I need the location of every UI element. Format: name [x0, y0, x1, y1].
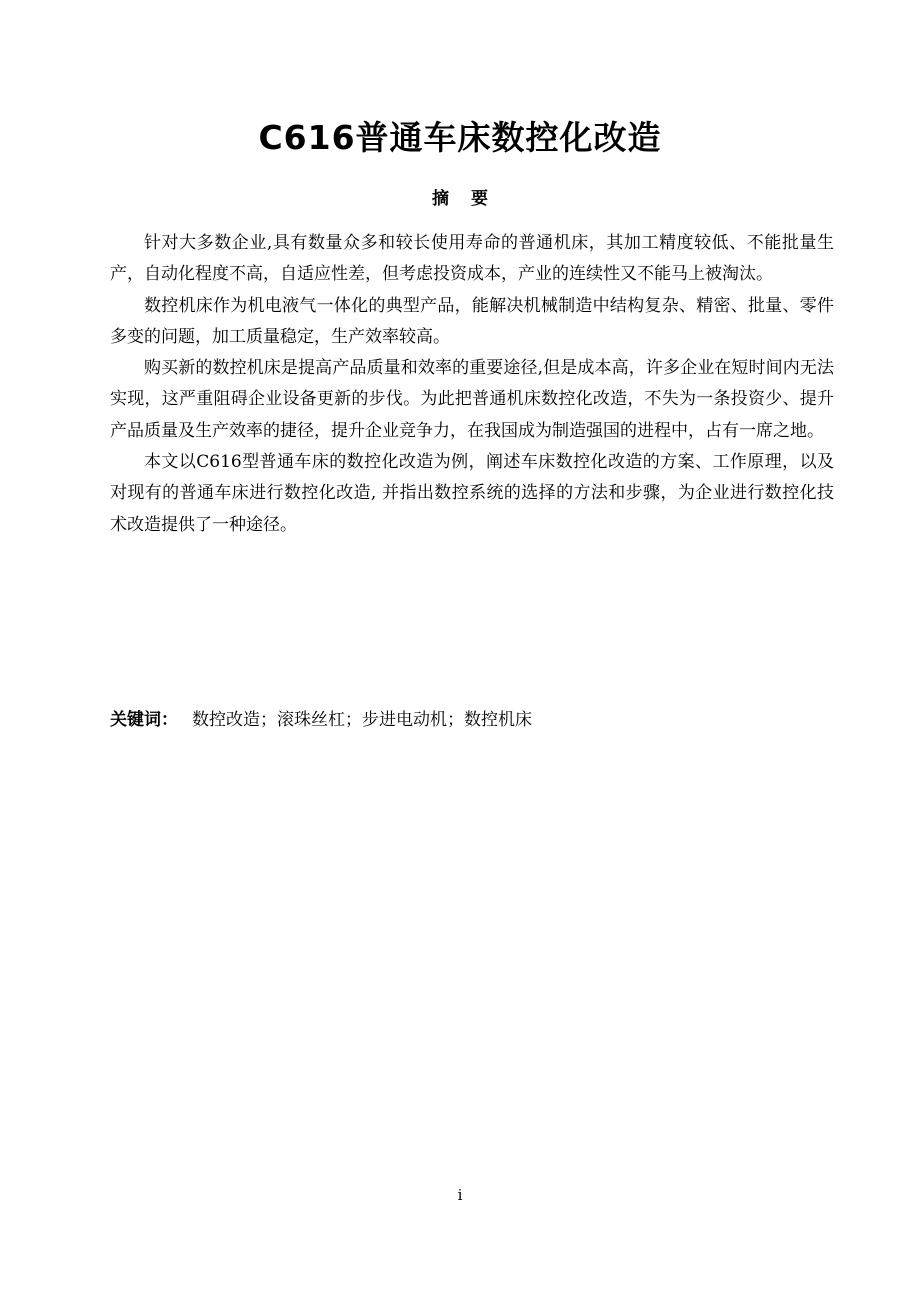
keywords-line	[110, 705, 532, 730]
document-title: C616普通车床数控化改造	[258, 118, 662, 157]
abstract-paragraph-1: 针对大多数企业,具有数量众多和较长使用寿命的普通机床，其加工精度较低、不能批量生产，自动化程度不高，自适应性差，但考虑投资成本，产业的连续性又不能马上被淘汰。	[110, 233, 834, 285]
page-number: i	[457, 1186, 463, 1204]
abstract-heading: 摘要	[432, 189, 510, 209]
abstract-paragraph-2: 数控机床作为机电液气一体化的典型产品，能解决机械制造中结构复杂、精密、批量、零件多变的问题，加工质量稳定，生产效率较高。	[110, 295, 834, 347]
abstract-paragraph-4: 本文以C616型普通车床的数控化改造为例，阐述车床数控化改造的方案、工作原理，以及对现有的普通车床进行数控化改造, 并指出数控系统的选择的方法和步骤，为企业进行数控化技术改造提供了一种途径。	[110, 452, 834, 535]
abstract-paragraph-3: 购买新的数控机床是提高产品质量和效率的重要途径,但是成本高，许多企业在短时间内无法实现，这严重阻碍企业设备更新的步伐。为此把普通机床数控化改造，不失为一条投资少、提升产品质量及生产效率的捷径，提升企业竞争力，在我国成为制造强国的进程中，占有一席之地。	[110, 358, 834, 441]
keywords-list: 数控改造；滚珠丝杠；步进电动机；数控机床	[192, 710, 532, 730]
keywords-label: 关键词：	[110, 710, 178, 730]
abstract-body	[110, 228, 834, 541]
